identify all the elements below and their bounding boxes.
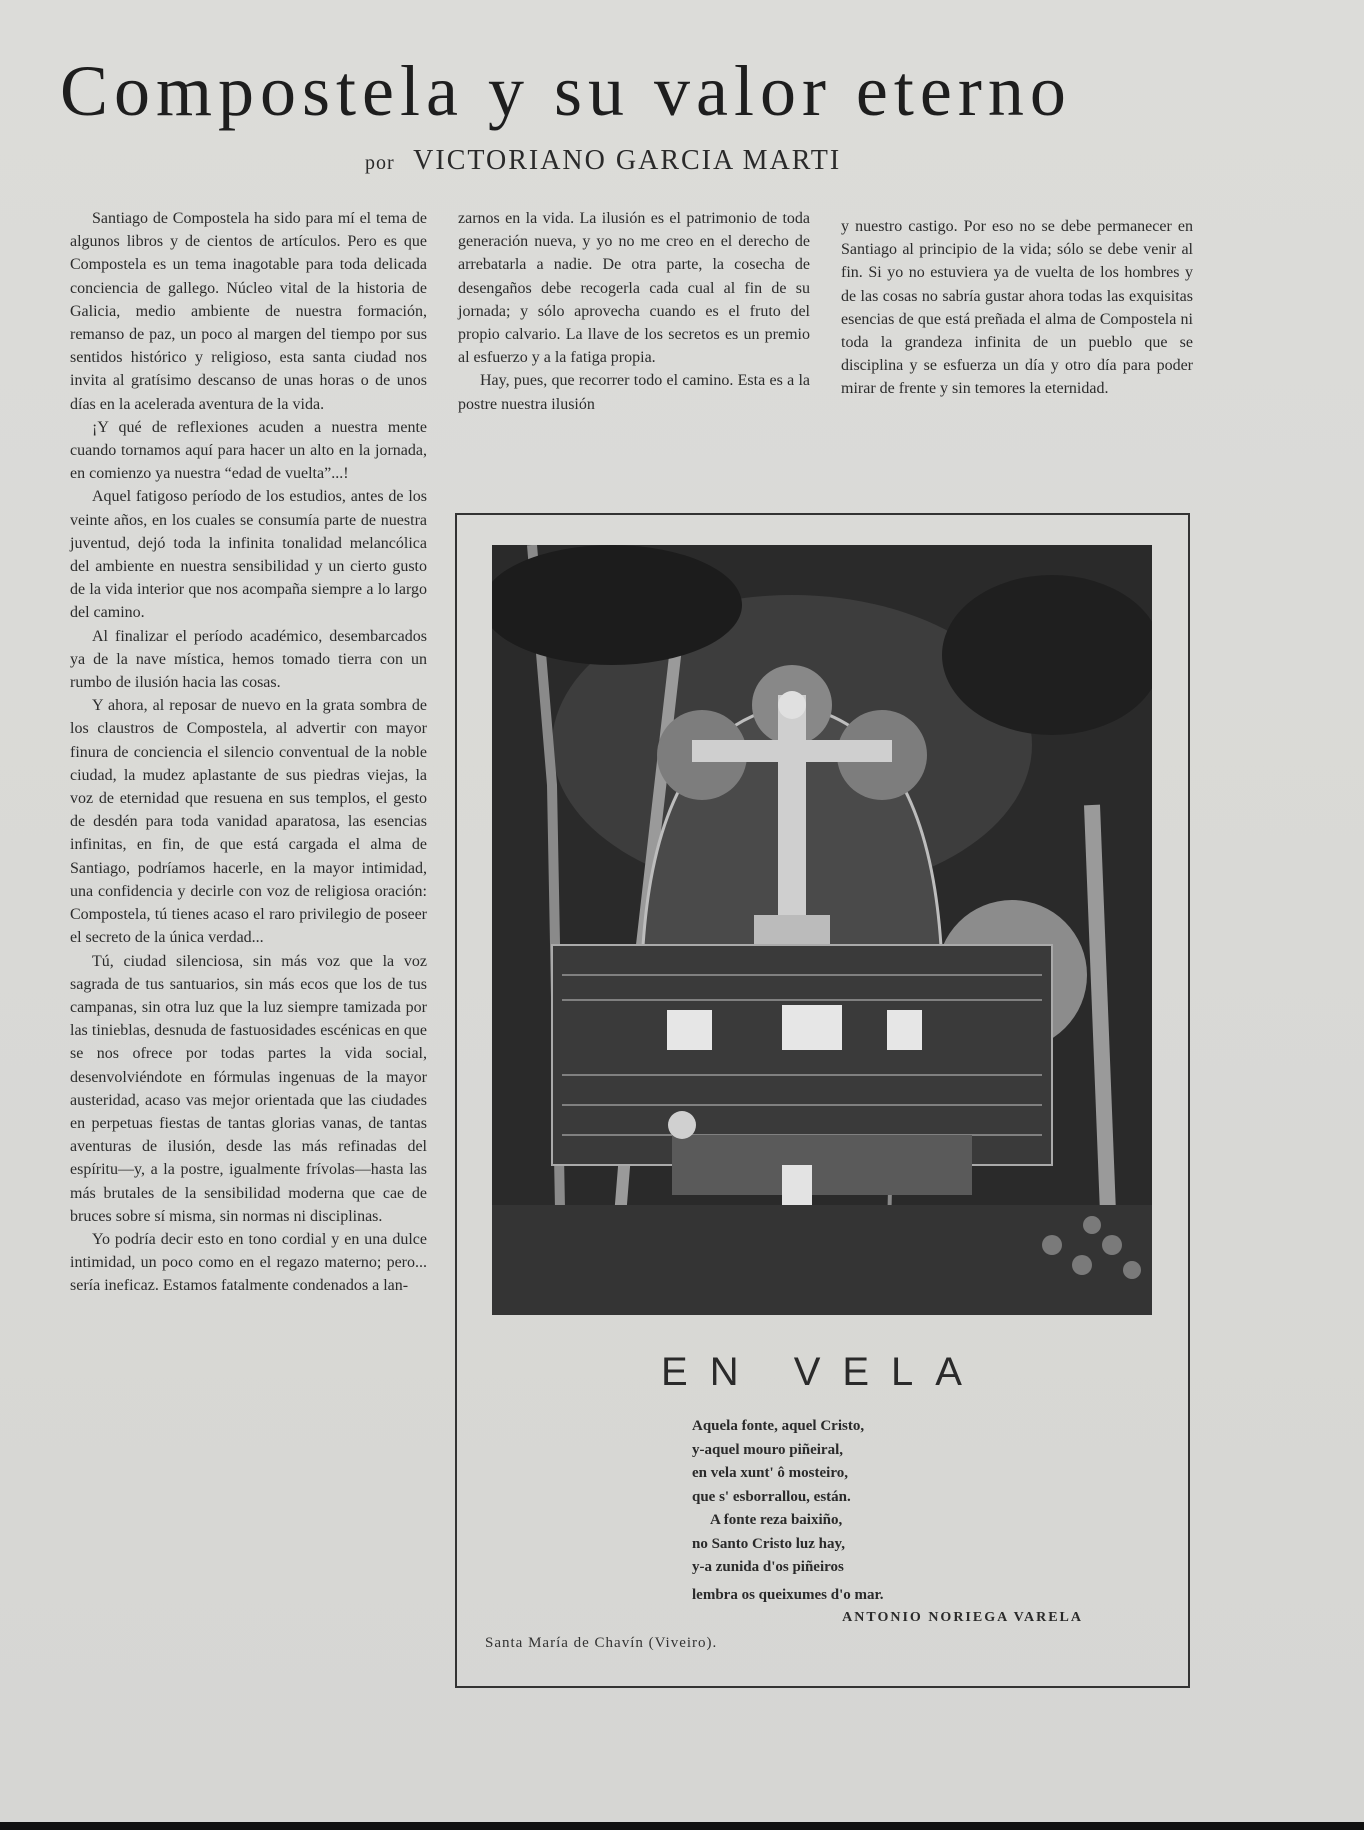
poem-line: y-a zunida d'os piñeiros	[692, 1559, 844, 1575]
paragraph: Tú, ciudad silenciosa, sin más voz que la voz sagrada de tus santuarios, sin más ecos que los de tus campanas, sin otra luz que la luz siempre tamizada por las tinieblas, desnuda de fastuosidades escénicas en que se nos ofrece por todas partes la vida social, desenvolviéndote en fórmulas ingenuas de la mayor austeridad, acaso vas mejor orientada que las ciudades en perpetuas fiestas de tantas glorias vanas, de tantas aventuras de ilusión, desde las más refinadas del espíritu—y, a la postre, igualmente frívolas—hasta las más brutales de la sensibilidad moderna que cae de bruces sobre sí misma, sin normas ni disciplinas.	[70, 952, 427, 1225]
article-column-1	[70, 207, 427, 1298]
article-title: Compostela y su valor eterno	[60, 51, 1072, 131]
paragraph: Al finalizar el período académico, desembarcados ya de la nave mística, hemos tomado tierra con un rumbo de ilusión hacia las cosas.	[70, 627, 427, 692]
paragraph: Hay, pues, que recorrer todo el camino. Esta es a la postre nuestra ilusión	[458, 372, 810, 413]
woodcut-illustration	[492, 545, 1152, 1315]
poem-line: en vela xunt' ô mosteiro,	[692, 1465, 848, 1481]
poem-line: no Santo Cristo luz hay,	[692, 1535, 845, 1552]
poem-title: EN VELA	[661, 1350, 984, 1394]
page-bottom-edge	[0, 1822, 1364, 1830]
byline-prefix: por	[365, 152, 395, 174]
paragraph: zarnos en la vida. La ilusión es el patrimonio de toda generación nueva, y yo no me creo en el derecho de arrebatarla a nadie. De otra parte, la cosecha de desengaños debe recogerla cada cual al fin de su jornada; y sólo aprovecha cuando es el fruto del propio calvario. La llave de los secretos es un premio al esfuerzo y a la fatiga propia.	[458, 210, 810, 367]
poem-text	[692, 1415, 1112, 1607]
poem-box	[455, 513, 1190, 1688]
paragraph: y nuestro castigo. Por eso no se debe permanecer en Santiago al principio de la vida; sólo se debe venir al fin. Si yo no estuviera ya de vuelta de los hombres y de las cosas no sabría gustar ahora todas las exquisitas esencias de que está preñada el alma de Compostela ni toda la grandeza infinita de un pueblo que se disciplina y se esfuerza un día y otro día para poder mirar de frente y sin temores la eternidad.	[841, 218, 1193, 398]
paragraph: Yo podría decir esto en tono cordial y en una dulce intimidad, un poco como en el regazo materno; pero... sería ineficaz. Estamos fatalmente condenados a lan-	[70, 1230, 427, 1295]
article-byline	[365, 145, 841, 177]
illustration-crucifix-woodcut	[492, 545, 1152, 1315]
poem-author: ANTONIO NORIEGA VARELA	[842, 1610, 1083, 1625]
article-column-2	[458, 207, 810, 416]
poem-line: que s' esborrallou, están.	[692, 1488, 851, 1505]
article-author: VICTORIANO GARCIA MARTI	[413, 145, 842, 176]
paragraph: Aquel fatigoso período de los estudios, antes de los veinte años, en los cuales se consumía parte de nuestra juventud, dejó toda la infinita tonalidad melancólica del ambiente en nuestra sensibilidad y un cierto gusto de la vida interior que nos acompaña siempre a lo largo del camino.	[70, 488, 427, 622]
poem-line: A fonte reza baixiño,	[710, 1512, 843, 1528]
poem-line: Aquela fonte, aquel Cristo,	[692, 1418, 865, 1434]
illustration-caption: Santa María de Chavín (Viveiro).	[485, 1635, 718, 1651]
paragraph: ¡Y qué de reflexiones acuden a nuestra mente cuando tornamos aquí para hacer un alto en la jornada, en comienzo ya nuestra “edad de vuelta”...!	[70, 418, 427, 483]
paragraph: Santiago de Compostela ha sido para mí el tema de algunos libros y de cientos de artículos. Pero es que Compostela es un tema inagotable para toda delicada conciencia de gallego. Núcleo vital de la historia de Galicia, medio ambiente de nuestra formación, remanso de paz, un poco al margen del tiempo por sus sentidos histórico y religioso, esta santa ciudad nos invita al gratísimo descanso de unas horas o de unos días en la acelerada aventura de la vida.	[70, 210, 427, 413]
article-column-3	[841, 215, 1193, 401]
poem-line: y-aquel mouro piñeiral,	[692, 1441, 843, 1458]
poem-line: lembra os queixumes d'o mar.	[692, 1586, 884, 1603]
paragraph: Y ahora, al reposar de nuevo en la grata sombra de los claustros de Compostela, al advertir con mayor finura de conciencia el silencio conventual de la noble ciudad, la mudez aplastante de sus piedras viejas, la voz de eternidad que resuena en sus templos, el gesto de desdén para toda vanidad aparatosa, las esencias infinitas, en fin, de que está cargada el alma de Santiago, podríamos hacerle, en la mayor intimidad, una confidencia y decirle con voz de religiosa oración: Compostela, tú tienes acaso el raro privilegio de poseer el secreto de la única verdad...	[70, 697, 427, 947]
